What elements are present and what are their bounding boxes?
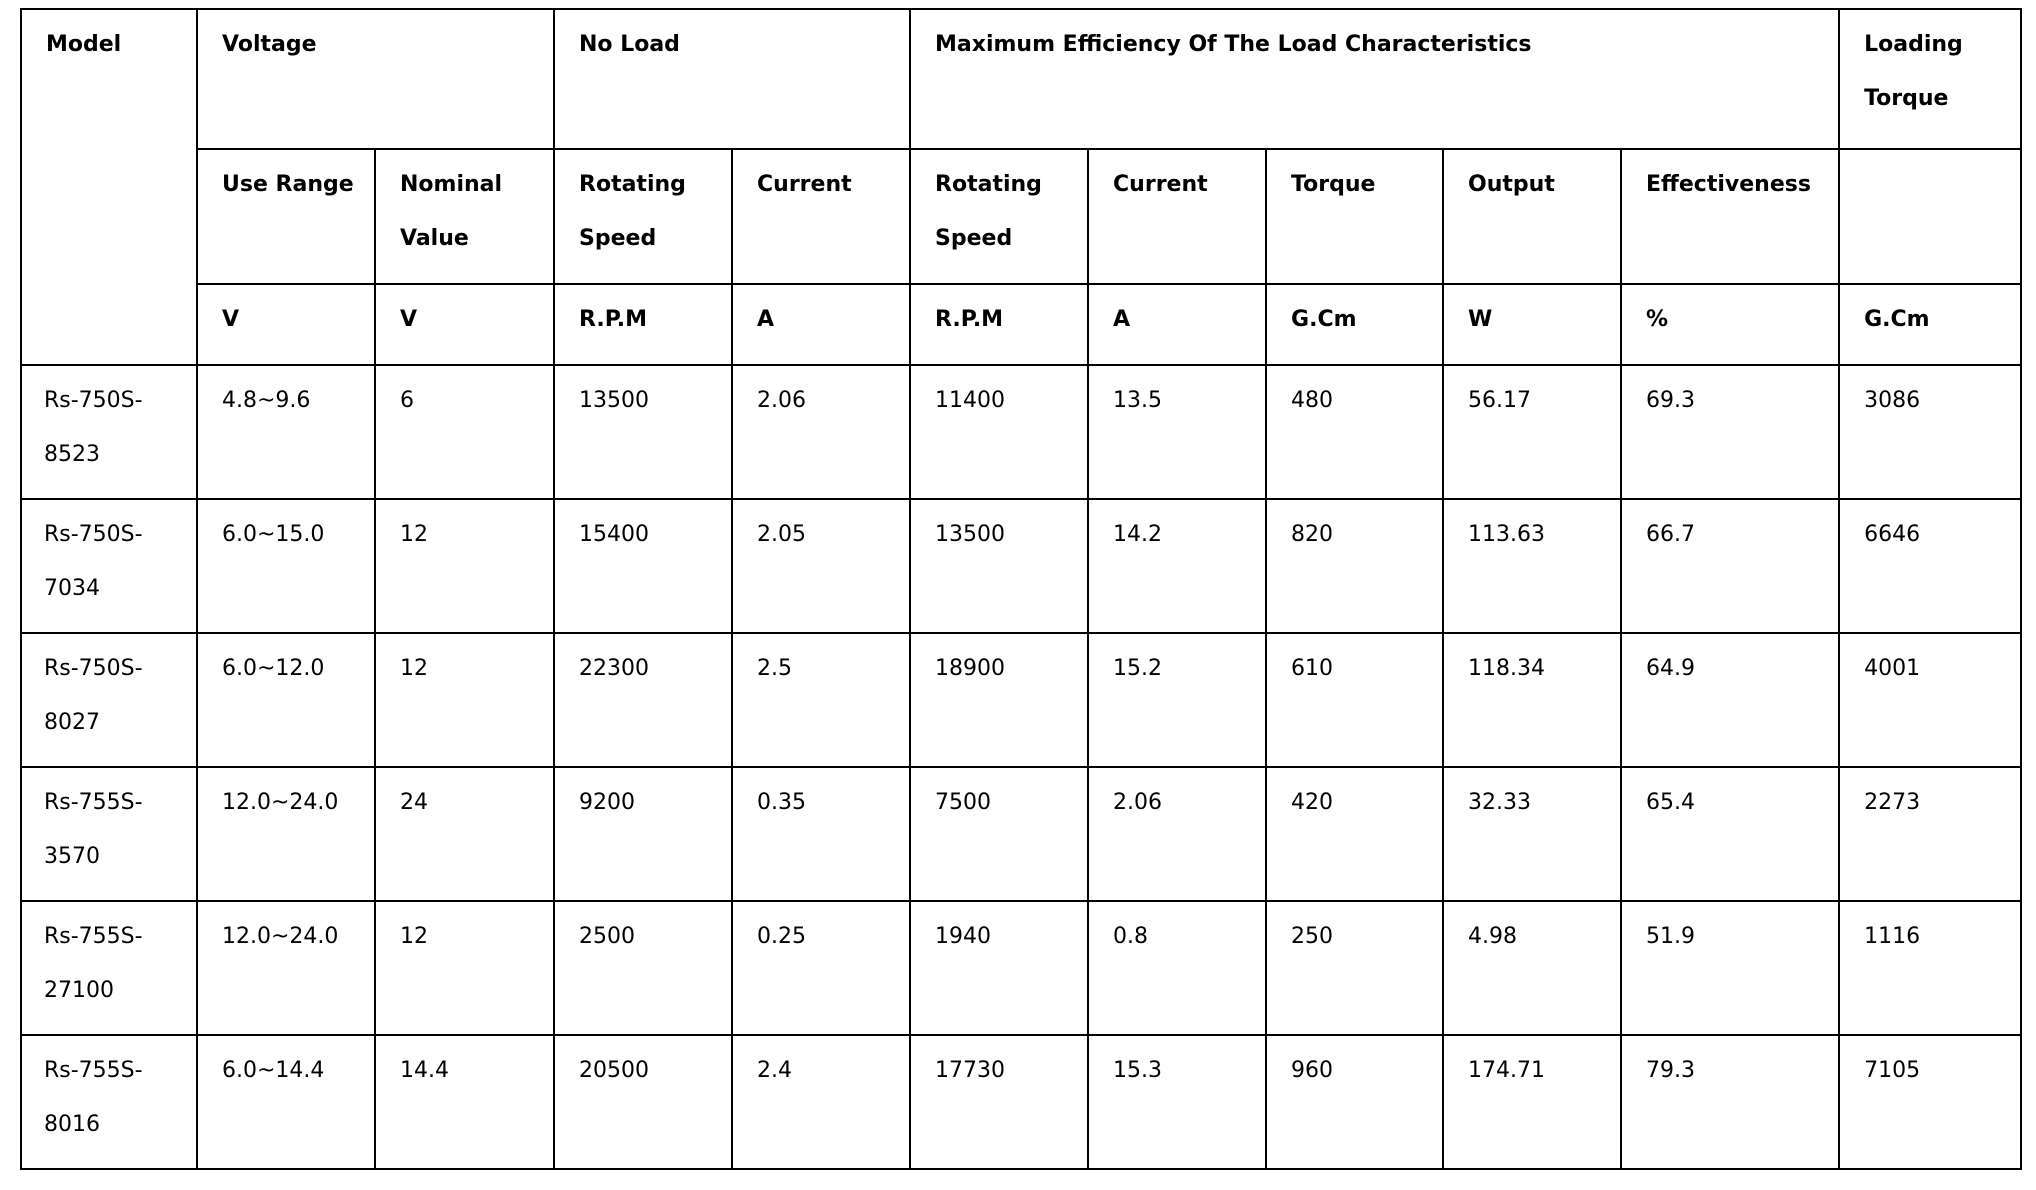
header-no-load-current: Current — [732, 149, 910, 284]
data-cell: 2.05 — [732, 499, 910, 633]
data-cell: 420 — [1266, 767, 1443, 901]
unit-cell: R.P.M — [554, 284, 732, 365]
data-cell: 20500 — [554, 1035, 732, 1169]
data-cell: 6.0~12.0 — [197, 633, 375, 767]
header-row-units — [21, 284, 2021, 365]
data-cell: 1116 — [1839, 901, 2021, 1035]
data-cell: 7105 — [1839, 1035, 2021, 1169]
model-cell: Rs-755S-3570 — [21, 767, 197, 901]
header-no-load: No Load — [554, 9, 910, 149]
header-row-groups — [21, 9, 2021, 149]
data-cell: 15.2 — [1088, 633, 1266, 767]
data-cell: 6.0~15.0 — [197, 499, 375, 633]
data-cell: 79.3 — [1621, 1035, 1839, 1169]
model-cell: Rs-755S-8016 — [21, 1035, 197, 1169]
data-cell: 13500 — [910, 499, 1088, 633]
data-cell: 2.06 — [732, 365, 910, 499]
unit-cell: V — [375, 284, 554, 365]
data-cell: 2273 — [1839, 767, 2021, 901]
data-cell: 480 — [1266, 365, 1443, 499]
unit-cell: G.Cm — [1266, 284, 1443, 365]
data-cell: 12 — [375, 633, 554, 767]
data-cell: 174.71 — [1443, 1035, 1621, 1169]
data-cell: 12 — [375, 499, 554, 633]
spec-table-container — [20, 8, 2020, 1170]
data-cell: 9200 — [554, 767, 732, 901]
data-cell: 0.35 — [732, 767, 910, 901]
data-cell: 64.9 — [1621, 633, 1839, 767]
table-row — [21, 767, 2021, 901]
unit-cell: A — [732, 284, 910, 365]
data-cell: 32.33 — [1443, 767, 1621, 901]
header-no-load-rotating-speed: Rotating Speed — [554, 149, 732, 284]
data-cell: 65.4 — [1621, 767, 1839, 901]
model-cell: Rs-755S-27100 — [21, 901, 197, 1035]
header-max-efficiency: Maximum Efficiency Of The Load Characteristics — [910, 9, 1839, 149]
data-cell: 56.17 — [1443, 365, 1621, 499]
data-cell: 2.06 — [1088, 767, 1266, 901]
data-cell: 4.8~9.6 — [197, 365, 375, 499]
data-cell: 2.5 — [732, 633, 910, 767]
data-cell: 7500 — [910, 767, 1088, 901]
data-cell: 11400 — [910, 365, 1088, 499]
table-row — [21, 365, 2021, 499]
data-cell: 4.98 — [1443, 901, 1621, 1035]
data-cell: 2500 — [554, 901, 732, 1035]
data-cell: 610 — [1266, 633, 1443, 767]
data-cell: 13500 — [554, 365, 732, 499]
data-cell: 6646 — [1839, 499, 2021, 633]
data-cell: 0.8 — [1088, 901, 1266, 1035]
model-cell: Rs-750S-8523 — [21, 365, 197, 499]
data-cell: 18900 — [910, 633, 1088, 767]
data-cell: 12.0~24.0 — [197, 767, 375, 901]
data-cell: 960 — [1266, 1035, 1443, 1169]
data-cell: 3086 — [1839, 365, 2021, 499]
motor-spec-table — [20, 8, 2022, 1170]
data-cell: 13.5 — [1088, 365, 1266, 499]
header-max-eff-current: Current — [1088, 149, 1266, 284]
table-row — [21, 1035, 2021, 1169]
data-cell: 113.63 — [1443, 499, 1621, 633]
unit-cell: R.P.M — [910, 284, 1088, 365]
header-row-subcolumns — [21, 149, 2021, 284]
data-cell: 6 — [375, 365, 554, 499]
data-cell: 118.34 — [1443, 633, 1621, 767]
header-output: Output — [1443, 149, 1621, 284]
header-nominal-value: Nominal Value — [375, 149, 554, 284]
data-cell: 14.4 — [375, 1035, 554, 1169]
header-max-eff-rotating-speed: Rotating Speed — [910, 149, 1088, 284]
unit-cell: G.Cm — [1839, 284, 2021, 365]
model-cell: Rs-750S-7034 — [21, 499, 197, 633]
data-cell: 51.9 — [1621, 901, 1839, 1035]
data-cell: 14.2 — [1088, 499, 1266, 633]
header-effectiveness: Effectiveness — [1621, 149, 1839, 284]
data-cell: 24 — [375, 767, 554, 901]
data-cell: 250 — [1266, 901, 1443, 1035]
header-torque: Torque — [1266, 149, 1443, 284]
data-cell: 12 — [375, 901, 554, 1035]
table-row — [21, 499, 2021, 633]
header-model: Model — [21, 9, 197, 365]
data-cell: 66.7 — [1621, 499, 1839, 633]
data-cell: 12.0~24.0 — [197, 901, 375, 1035]
header-voltage: Voltage — [197, 9, 554, 149]
data-cell: 22300 — [554, 633, 732, 767]
header-loading-torque: Loading Torque — [1839, 9, 2021, 149]
unit-cell: A — [1088, 284, 1266, 365]
data-cell: 6.0~14.4 — [197, 1035, 375, 1169]
unit-cell: % — [1621, 284, 1839, 365]
table-row — [21, 901, 2021, 1035]
data-cell: 17730 — [910, 1035, 1088, 1169]
model-cell: Rs-750S-8027 — [21, 633, 197, 767]
data-cell: 15.3 — [1088, 1035, 1266, 1169]
data-cell: 4001 — [1839, 633, 2021, 767]
data-cell: 69.3 — [1621, 365, 1839, 499]
data-cell: 820 — [1266, 499, 1443, 633]
unit-cell: V — [197, 284, 375, 365]
data-cell: 0.25 — [732, 901, 910, 1035]
data-cell: 1940 — [910, 901, 1088, 1035]
data-cell: 2.4 — [732, 1035, 910, 1169]
data-cell: 15400 — [554, 499, 732, 633]
table-row — [21, 633, 2021, 767]
header-use-range: Use Range — [197, 149, 375, 284]
unit-cell: W — [1443, 284, 1621, 365]
header-loading-torque-blank — [1839, 149, 2021, 284]
